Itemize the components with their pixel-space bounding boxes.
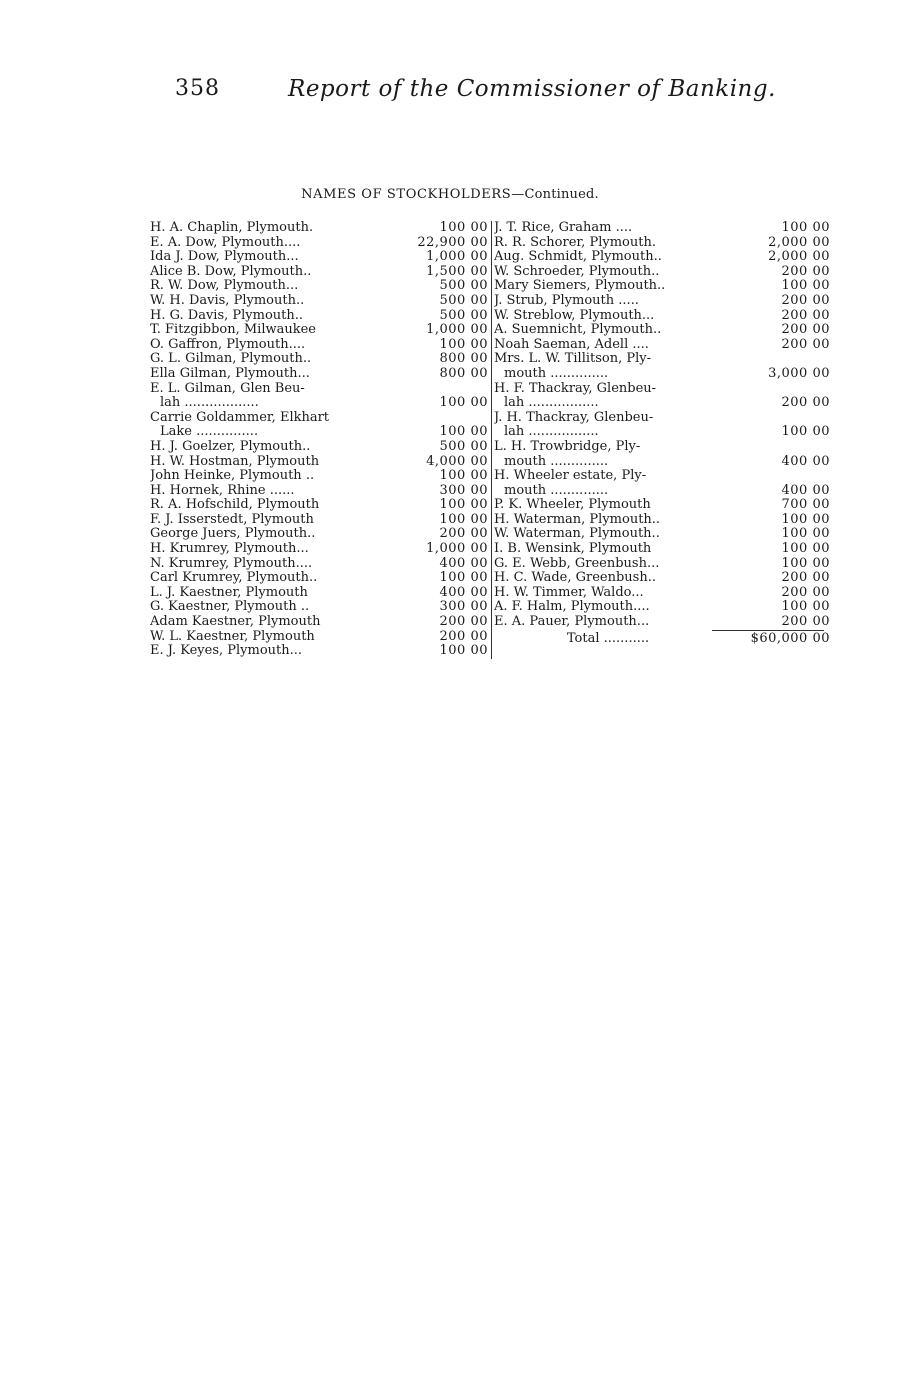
stockholder-name: Ida J. Dow, Plymouth... [150, 250, 299, 265]
stockholder-amount: 200 00 [781, 292, 830, 308]
stockholder-row [150, 382, 488, 397]
stockholder-name: E. A. Pauer, Plymouth... [494, 615, 650, 630]
stockholder-amount: 800 00 [439, 365, 488, 381]
stockholder-row [150, 557, 488, 572]
stockholder-row [494, 309, 830, 324]
stockholder-row [494, 250, 830, 265]
page-number: 358 [175, 76, 220, 101]
stockholder-name: H. W. Hostman, Plymouth [150, 454, 320, 469]
stockholder-row [150, 527, 488, 542]
stockholder-name: H. Wheeler estate, Ply- [494, 469, 647, 484]
stockholder-row [150, 236, 488, 251]
stockholder-row [150, 411, 488, 426]
stockholder-name: L. H. Trowbridge, Ply- [494, 439, 641, 454]
total-row [494, 632, 830, 647]
stockholder-name: Adam Kaestner, Plymouth [150, 615, 321, 630]
stockholder-amount: 2,000 00 [768, 234, 830, 250]
stockholder-name: Mary Siemers, Plymouth.. [494, 279, 666, 294]
stockholder-name: Mrs. L. W. Tillitson, Ply- [494, 352, 652, 367]
stockholder-row [494, 382, 830, 397]
stockholder-amount: 400 00 [439, 584, 488, 600]
stockholder-name: Carl Krumrey, Plymouth.. [150, 571, 318, 586]
total-label: Total ........... [566, 631, 650, 646]
stockholder-row [150, 294, 488, 309]
stockholder-amount: 1,000 00 [426, 249, 488, 265]
stockholder-row [150, 571, 488, 586]
stockholder-name: W. H. Davis, Plymouth.. [150, 293, 305, 308]
stockholder-row [150, 484, 488, 499]
stockholder-amount: 100 00 [781, 541, 830, 557]
stockholder-amount: 500 00 [439, 292, 488, 308]
stockholder-amount: 100 00 [439, 511, 488, 527]
stockholder-amount: 100 00 [781, 526, 830, 542]
stockholder-name: H. A. Chaplin, Plymouth. [150, 221, 314, 235]
stockholder-row [150, 513, 488, 528]
stockholder-row [150, 250, 488, 265]
stockholder-row [150, 352, 488, 367]
stockholder-row [494, 571, 830, 586]
stockholder-amount: 200 00 [781, 614, 830, 630]
stockholder-name: H. Hornek, Rhine ...... [150, 483, 295, 498]
stockholder-row [494, 557, 830, 572]
stockholder-row [494, 367, 830, 382]
stockholder-row [494, 265, 830, 280]
stockholder-row [494, 396, 830, 411]
stockholder-name: L. J. Kaestner, Plymouth [150, 585, 308, 600]
stockholder-row [494, 323, 830, 338]
stockholder-row [150, 542, 488, 557]
stockholder-row [494, 411, 830, 426]
stockholder-amount: 1,500 00 [426, 263, 488, 279]
stockholder-name: H. J. Goelzer, Plymouth.. [150, 439, 311, 454]
stockholder-amount: 200 00 [439, 614, 488, 630]
stockholder-amount: 500 00 [439, 278, 488, 294]
stockholder-amount: 4,000 00 [426, 453, 488, 469]
stockholder-amount: 22,900 00 [417, 234, 488, 250]
stockholder-row [150, 615, 488, 630]
stockholder-name: R. W. Dow, Plymouth... [150, 279, 299, 294]
stockholder-name: W. L. Kaestner, Plymouth [150, 629, 315, 644]
stockholder-name: lah .................. [160, 396, 259, 411]
stockholder-amount: 400 00 [781, 453, 830, 469]
stockholder-amount: 200 00 [439, 628, 488, 644]
stockholder-row [150, 469, 488, 484]
stockholder-row [494, 484, 830, 499]
stockholder-amount: 700 00 [781, 497, 830, 513]
stockholders-right-column [494, 221, 830, 646]
stockholder-row [150, 600, 488, 615]
stockholder-amount: 100 00 [439, 424, 488, 440]
stockholder-name: J. Strub, Plymouth ..... [494, 293, 639, 308]
stockholder-name: A. Suemnicht, Plymouth.. [494, 323, 662, 338]
stockholder-name: G. Kaestner, Plymouth .. [150, 600, 310, 615]
stockholder-row [494, 338, 830, 353]
stockholder-name: E. J. Keyes, Plymouth... [150, 644, 303, 659]
stockholder-row [494, 615, 830, 630]
stockholder-name: Lake ............... [160, 425, 259, 440]
stockholder-name: E. A. Dow, Plymouth.... [150, 235, 301, 250]
stockholder-amount: 500 00 [439, 307, 488, 323]
stockholder-amount: 400 00 [439, 555, 488, 571]
stockholder-row [150, 425, 488, 440]
stockholder-row [494, 236, 830, 251]
stockholder-name: W. Streblow, Plymouth... [494, 308, 655, 323]
stockholder-amount: 400 00 [781, 482, 830, 498]
stockholder-amount: 100 00 [781, 599, 830, 615]
stockholder-amount: 200 00 [781, 584, 830, 600]
stockholder-name: mouth .............. [504, 366, 609, 381]
stockholder-row [494, 221, 830, 236]
stockholder-name: H. F. Thackray, Glenbeu- [494, 381, 657, 396]
stockholder-row [494, 279, 830, 294]
stockholder-row [494, 527, 830, 542]
stockholder-row [494, 586, 830, 601]
stockholder-amount: 200 00 [781, 263, 830, 279]
stockholder-amount: 200 00 [781, 395, 830, 411]
stockholder-row [150, 630, 488, 645]
stockholder-row [494, 542, 830, 557]
stockholder-name: W. Waterman, Plymouth.. [494, 527, 660, 542]
stockholder-name: lah ................. [504, 425, 599, 440]
stockholder-row [494, 352, 830, 367]
stockholder-row [150, 221, 488, 236]
stockholder-name: George Juers, Plymouth.. [150, 527, 316, 542]
stockholder-row [150, 323, 488, 338]
stockholder-name: A. F. Halm, Plymouth.... [494, 600, 650, 615]
stockholder-amount: 100 00 [439, 220, 488, 235]
total-amount: $60,000 00 [750, 630, 830, 646]
stockholder-name: I. B. Wensink, Plymouth [494, 542, 652, 557]
stockholder-amount: 2,000 00 [768, 249, 830, 265]
section-heading [0, 187, 900, 202]
stockholder-row [150, 586, 488, 601]
stockholder-row [494, 425, 830, 440]
stockholder-amount: 100 00 [439, 395, 488, 411]
stockholder-row [150, 455, 488, 470]
stockholder-row [494, 600, 830, 615]
stockholder-name: mouth .............. [504, 483, 609, 498]
stockholder-amount: 100 00 [439, 497, 488, 513]
stockholder-name: Ella Gilman, Plymouth... [150, 366, 310, 381]
stockholder-name: Aug. Schmidt, Plymouth.. [494, 250, 662, 265]
stockholder-name: Carrie Goldammer, Elkhart [150, 410, 330, 425]
stockholder-row [150, 498, 488, 513]
stockholder-name: H. W. Timmer, Waldo... [494, 585, 644, 600]
stockholder-amount: 500 00 [439, 438, 488, 454]
stockholder-amount: 100 00 [439, 336, 488, 352]
stockholder-row [494, 469, 830, 484]
stockholder-name: Noah Saeman, Adell .... [494, 337, 649, 352]
stockholder-amount: 100 00 [781, 220, 830, 235]
stockholder-row [150, 396, 488, 411]
stockholder-name: H. Krumrey, Plymouth... [150, 542, 309, 557]
stockholder-row [150, 309, 488, 324]
stockholder-amount: 100 00 [439, 468, 488, 484]
stockholder-row [150, 644, 488, 659]
stockholder-amount: 300 00 [439, 599, 488, 615]
stockholder-amount: 200 00 [781, 570, 830, 586]
stockholder-amount: 3,000 00 [768, 365, 830, 381]
stockholder-name: G. L. Gilman, Plymouth.. [150, 352, 312, 367]
running-title: Report of the Commissioner of Banking. [288, 76, 776, 102]
stockholder-amount: 100 00 [781, 511, 830, 527]
stockholder-name: P. K. Wheeler, Plymouth [494, 498, 651, 513]
section-continued: —Continued. [511, 187, 599, 202]
stockholder-row [494, 440, 830, 455]
stockholder-name: R. R. Schorer, Plymouth. [494, 235, 656, 250]
stockholder-row [150, 265, 488, 280]
stockholders-left-column [150, 221, 492, 659]
stockholder-name: F. J. Isserstedt, Plymouth [150, 512, 314, 527]
stockholder-name: Alice B. Dow, Plymouth.. [150, 264, 312, 279]
stockholder-name: H. G. Davis, Plymouth.. [150, 308, 304, 323]
stockholder-amount: 300 00 [439, 482, 488, 498]
stockholder-amount: 100 00 [781, 555, 830, 571]
stockholder-amount: 100 00 [439, 643, 488, 659]
stockholder-row [494, 294, 830, 309]
stockholder-row [494, 455, 830, 470]
stockholder-name: H. Waterman, Plymouth.. [494, 512, 661, 527]
stockholder-name: lah ................. [504, 396, 599, 411]
stockholder-amount: 100 00 [781, 278, 830, 294]
stockholder-row [150, 279, 488, 294]
stockholder-name: W. Schroeder, Plymouth.. [494, 264, 660, 279]
stockholder-name: J. T. Rice, Graham .... [494, 221, 633, 235]
stockholder-amount: 100 00 [439, 570, 488, 586]
stockholder-row [494, 513, 830, 528]
stockholder-amount: 100 00 [781, 424, 830, 440]
stockholder-row [150, 367, 488, 382]
stockholder-amount: 200 00 [781, 322, 830, 338]
stockholder-amount: 200 00 [781, 307, 830, 323]
stockholder-name: J. H. Thackray, Glenbeu- [494, 410, 654, 425]
stockholder-row [150, 440, 488, 455]
stockholder-name: mouth .............. [504, 454, 609, 469]
stockholder-amount: 1,000 00 [426, 322, 488, 338]
stockholder-name: N. Krumrey, Plymouth.... [150, 556, 313, 571]
stockholder-name: E. L. Gilman, Glen Beu- [150, 381, 305, 396]
stockholder-amount: 800 00 [439, 351, 488, 367]
section-title: NAMES OF STOCKHOLDERS [301, 187, 512, 202]
stockholder-name: G. E. Webb, Greenbush... [494, 556, 660, 571]
stockholder-name: T. Fitzgibbon, Milwaukee [150, 323, 317, 338]
stockholder-name: John Heinke, Plymouth .. [150, 469, 315, 484]
stockholder-row [150, 338, 488, 353]
stockholder-amount: 200 00 [781, 336, 830, 352]
stockholder-name: H. C. Wade, Greenbush.. [494, 571, 656, 586]
stockholder-name: O. Gaffron, Plymouth.... [150, 337, 306, 352]
stockholder-amount: 1,000 00 [426, 541, 488, 557]
stockholder-amount: 200 00 [439, 526, 488, 542]
stockholder-row [494, 498, 830, 513]
stockholder-name: R. A. Hofschild, Plymouth [150, 498, 320, 513]
